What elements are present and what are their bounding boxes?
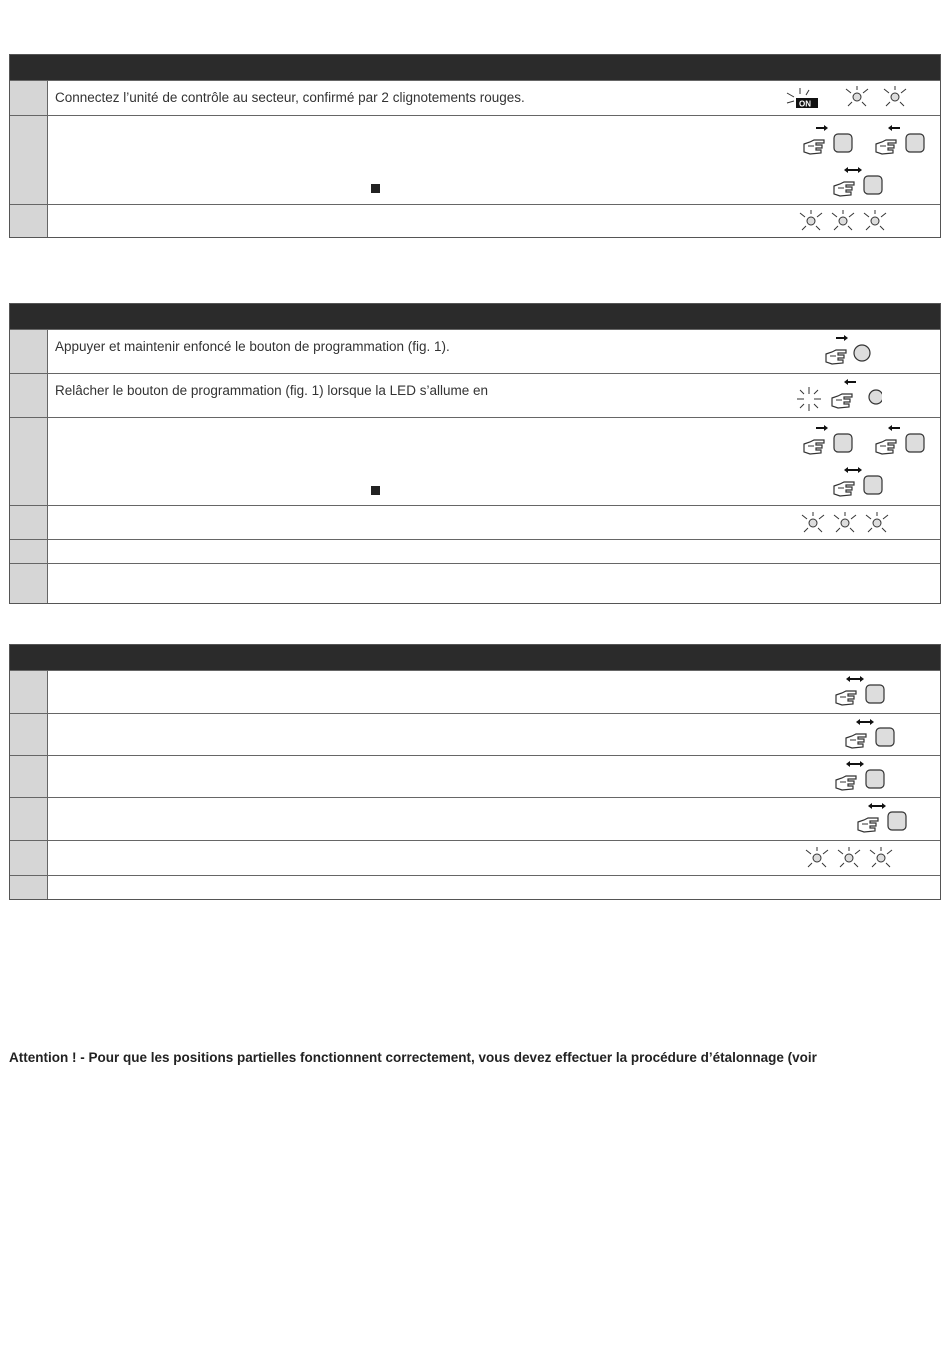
table-row	[10, 797, 940, 840]
table-1	[9, 54, 941, 238]
table-row	[10, 373, 940, 417]
step-number-cell	[10, 841, 48, 875]
press-button-down-icon	[872, 424, 926, 460]
stop-square-icon	[371, 184, 380, 193]
step-number-cell	[10, 81, 48, 115]
attention-note: Attention ! - Pour que les positions partielles fonctionnent correctement, vous devez effectuer la procédure d’étalonnage (voir	[9, 1050, 817, 1065]
press-button-stop-icon	[832, 760, 886, 796]
press-button-up-icon	[800, 424, 854, 460]
table-row	[10, 505, 940, 539]
table-row	[10, 80, 940, 115]
led-blink-icon	[798, 510, 828, 536]
led-blink-icon	[802, 845, 832, 871]
table-row	[10, 840, 940, 875]
press-button-stop-icon	[842, 718, 896, 754]
led-blink-icon	[842, 84, 872, 110]
press-button-stop-icon	[830, 166, 884, 202]
press-button-stop-icon	[832, 675, 886, 711]
power-on-icon	[784, 86, 822, 112]
table-2	[9, 303, 941, 604]
table-header	[10, 55, 940, 80]
table-row	[10, 115, 940, 204]
step-number-cell	[10, 506, 48, 539]
step-number-cell	[10, 714, 48, 755]
step-number-cell	[10, 756, 48, 797]
step-text: Relâcher le bouton de programmation (fig. 1) lorsque la LED s’allume en	[55, 383, 488, 398]
release-button-icon	[828, 378, 882, 414]
step-text: Appuyer et maintenir enfoncé le bouton de programmation (fig. 1).	[55, 339, 450, 354]
step-number-cell	[10, 116, 48, 204]
step-number-cell	[10, 374, 48, 417]
table-header	[10, 304, 940, 329]
press-button-up-icon	[800, 124, 854, 160]
table-row	[10, 875, 940, 899]
step-number-cell	[10, 205, 48, 237]
step-number-cell	[10, 671, 48, 713]
table-header	[10, 645, 940, 670]
table-3	[9, 644, 941, 900]
led-blink-icon	[866, 845, 896, 871]
led-blink-icon	[834, 845, 864, 871]
press-button-down-icon	[872, 124, 926, 160]
step-text: Connectez l’unité de contrôle au secteur, confirmé par 2 clignotements rouges.	[55, 90, 525, 105]
table-row	[10, 204, 940, 237]
led-blink-icon	[830, 510, 860, 536]
stop-square-icon	[371, 486, 380, 495]
step-number-cell	[10, 798, 48, 840]
step-number-cell	[10, 418, 48, 505]
step-number-cell	[10, 876, 48, 899]
table-row	[10, 713, 940, 755]
table-row	[10, 539, 940, 563]
led-blink-icon	[796, 208, 826, 234]
led-blink-icon	[880, 84, 910, 110]
step-number-cell	[10, 330, 48, 373]
led-on-icon	[794, 386, 824, 412]
svg-text:ON: ON	[799, 99, 811, 109]
press-button-stop-icon	[854, 802, 908, 838]
led-blink-icon	[862, 510, 892, 536]
press-hold-button-icon	[818, 334, 872, 370]
table-row	[10, 755, 940, 797]
led-blink-icon	[860, 208, 890, 234]
press-button-stop-icon	[830, 466, 884, 502]
led-blink-icon	[828, 208, 858, 234]
step-number-cell	[10, 540, 48, 563]
step-number-cell	[10, 564, 48, 603]
table-row	[10, 329, 940, 373]
table-row	[10, 563, 940, 603]
table-row	[10, 670, 940, 713]
table-row	[10, 417, 940, 505]
